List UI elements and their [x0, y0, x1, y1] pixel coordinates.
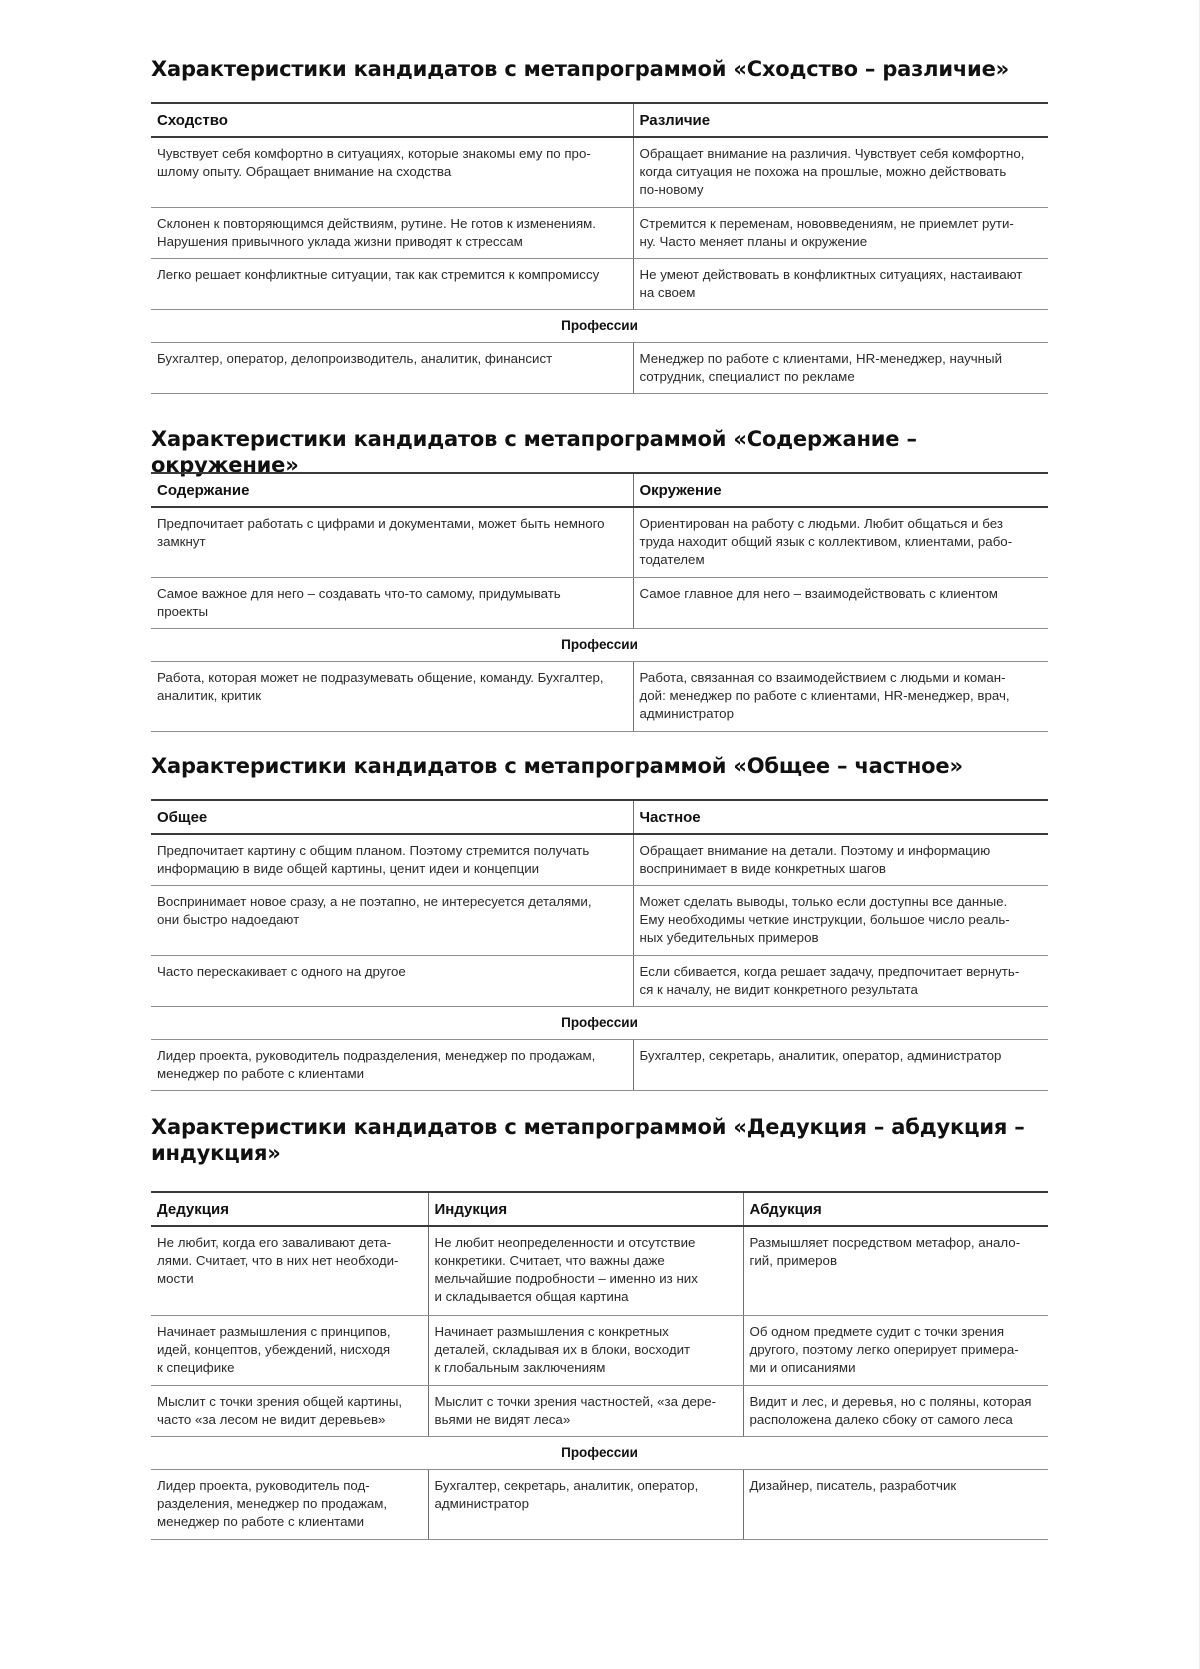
table-cell: Чувствует себя комфортно в ситуациях, которые знакомы ему по про- шлому опыту. Обращает внимание на сходства	[151, 137, 633, 207]
table-cell: Предпочитает картину с общим планом. Поэтому стремится получать информацию в виде общей картины, ценит идеи и концепции	[151, 834, 633, 885]
section-title: Характеристики кандидатов с метапрограммой «Общее – частное»	[151, 754, 963, 778]
table-header-row	[151, 1192, 1048, 1226]
professions-cell: Дизайнер, писатель, разработчик	[743, 1469, 1048, 1539]
column-header: Индукция	[428, 1192, 743, 1226]
table-cell: Начинает размышления с принципов, идей, концептов, убеждений, нисходя к специфике	[151, 1315, 428, 1385]
professions-cell: Работа, связанная со взаимодействием с людьми и коман- дой: менеджер по работе с клиентами, HR-менеджер, врач, администратор	[633, 661, 1048, 731]
table-cell: Начинает размышления с конкретных деталей, складывая их в блоки, восходит к глобальным заключениям	[428, 1315, 743, 1385]
column-header: Частное	[633, 800, 1048, 834]
table-header-row	[151, 473, 1048, 507]
table-cell: Размышляет посредством метафор, анало- гий, примеров	[743, 1226, 1048, 1315]
table-cell: Предпочитает работать с цифрами и документами, может быть немного замкнут	[151, 507, 633, 577]
table-cell: Может сделать выводы, только если доступны все данные. Ему необходимы четкие инструкции, большое число реаль- ных убедительных примеров	[633, 885, 1048, 955]
professions-row	[151, 1469, 1048, 1539]
professions-label-row	[151, 628, 1048, 661]
column-header: Окружение	[633, 473, 1048, 507]
table-cell: Самое важное для него – создавать что-то самому, придумывать проекты	[151, 577, 633, 628]
table-cell: Обращает внимание на детали. Поэтому и информацию воспринимает в виде конкретных шагов	[633, 834, 1048, 885]
table-row	[151, 507, 1048, 577]
table-row	[151, 207, 1048, 258]
professions-row	[151, 661, 1048, 731]
table-cell: Не умеют действовать в конфликтных ситуациях, настаивают на своем	[633, 258, 1048, 309]
professions-row	[151, 1039, 1048, 1090]
column-header: Различие	[633, 103, 1048, 137]
professions-label-row	[151, 309, 1048, 342]
table-cell: Часто перескакивает с одного на другое	[151, 955, 633, 1006]
table-cell: Обращает внимание на различия. Чувствует себя комфортно, когда ситуация не похожа на прошлые, можно действовать по-новому	[633, 137, 1048, 207]
table-cell: Стремится к переменам, нововведениям, не приемлет рути- ну. Часто меняет планы и окружение	[633, 207, 1048, 258]
metaprogram-table	[151, 102, 1048, 394]
professions-label-row	[151, 1006, 1048, 1039]
table-row	[151, 885, 1048, 955]
table-header-row	[151, 103, 1048, 137]
professions-label: Профессии	[151, 1006, 1048, 1039]
metaprogram-table	[151, 472, 1048, 732]
professions-label: Профессии	[151, 1436, 1048, 1469]
table-header-row	[151, 800, 1048, 834]
professions-row	[151, 342, 1048, 393]
column-header: Абдукция	[743, 1192, 1048, 1226]
professions-label: Профессии	[151, 628, 1048, 661]
table-cell: Легко решает конфликтные ситуации, так как стремится к компромиссу	[151, 258, 633, 309]
table-cell: Мыслит с точки зрения частностей, «за дере- вьями не видят леса»	[428, 1385, 743, 1436]
table-row	[151, 577, 1048, 628]
column-header: Дедукция	[151, 1192, 428, 1226]
professions-cell: Лидер проекта, руководитель под- разделения, менеджер по продажам, менеджер по работе с клиентами	[151, 1469, 428, 1539]
table-row	[151, 258, 1048, 309]
professions-label: Профессии	[151, 309, 1048, 342]
table-cell: Если сбивается, когда решает задачу, предпочитает вернуть- ся к началу, не видит конкретного результата	[633, 955, 1048, 1006]
table-row	[151, 1226, 1048, 1315]
column-header: Содержание	[151, 473, 633, 507]
professions-cell: Лидер проекта, руководитель подразделения, менеджер по продажам, менеджер по работе с клиентами	[151, 1039, 633, 1090]
table-row	[151, 137, 1048, 207]
professions-cell: Бухгалтер, оператор, делопроизводитель, аналитик, финансист	[151, 342, 633, 393]
column-header: Общее	[151, 800, 633, 834]
table-cell: Воспринимает новое сразу, а не поэтапно, не интересуется деталями, они быстро надоедают	[151, 885, 633, 955]
professions-cell: Работа, которая может не подразумевать общение, команду. Бухгалтер, аналитик, критик	[151, 661, 633, 731]
table-cell: Не любит неопределенности и отсутствие конкретики. Считает, что важны даже мельчайшие подробности – именно из них и складывается общая картина	[428, 1226, 743, 1315]
table-cell: Самое главное для него – взаимодействовать с клиентом	[633, 577, 1048, 628]
metaprogram-table	[151, 799, 1048, 1091]
section-title: Характеристики кандидатов с метапрограммой «Дедукция – абдукция – индукция»	[151, 1115, 1025, 1165]
section-title: Характеристики кандидатов с метапрограммой «Сходство – различие»	[151, 57, 1009, 81]
column-header: Сходство	[151, 103, 633, 137]
professions-label-row	[151, 1436, 1048, 1469]
table-cell: Об одном предмете судит с точки зрения другого, поэтому легко оперирует примера- ми и описаниями	[743, 1315, 1048, 1385]
metaprogram-table	[151, 1191, 1048, 1540]
table-cell: Не любит, когда его заваливают дета- лями. Считает, что в них нет необходи- мости	[151, 1226, 428, 1315]
table-row	[151, 1315, 1048, 1385]
table-cell: Склонен к повторяющимся действиям, рутине. Не готов к изменениям. Нарушения привычного уклада жизни приводят к стрессам	[151, 207, 633, 258]
professions-cell: Бухгалтер, секретарь, аналитик, оператор, администратор	[428, 1469, 743, 1539]
table-row	[151, 1385, 1048, 1436]
professions-cell: Бухгалтер, секретарь, аналитик, оператор, администратор	[633, 1039, 1048, 1090]
table-row	[151, 834, 1048, 885]
professions-cell: Менеджер по работе с клиентами, HR-менеджер, научный сотрудник, специалист по рекламе	[633, 342, 1048, 393]
section-title: Характеристики кандидатов с метапрограммой «Содержание – окружение»	[151, 427, 917, 477]
table-row	[151, 955, 1048, 1006]
table-cell: Видит и лес, и деревья, но с поляны, которая расположена далеко сбоку от самого леса	[743, 1385, 1048, 1436]
table-cell: Ориентирован на работу с людьми. Любит общаться и без труда находит общий язык с коллективом, клиентами, рабо- тодателем	[633, 507, 1048, 577]
table-cell: Мыслит с точки зрения общей картины, часто «за лесом не видит деревьев»	[151, 1385, 428, 1436]
